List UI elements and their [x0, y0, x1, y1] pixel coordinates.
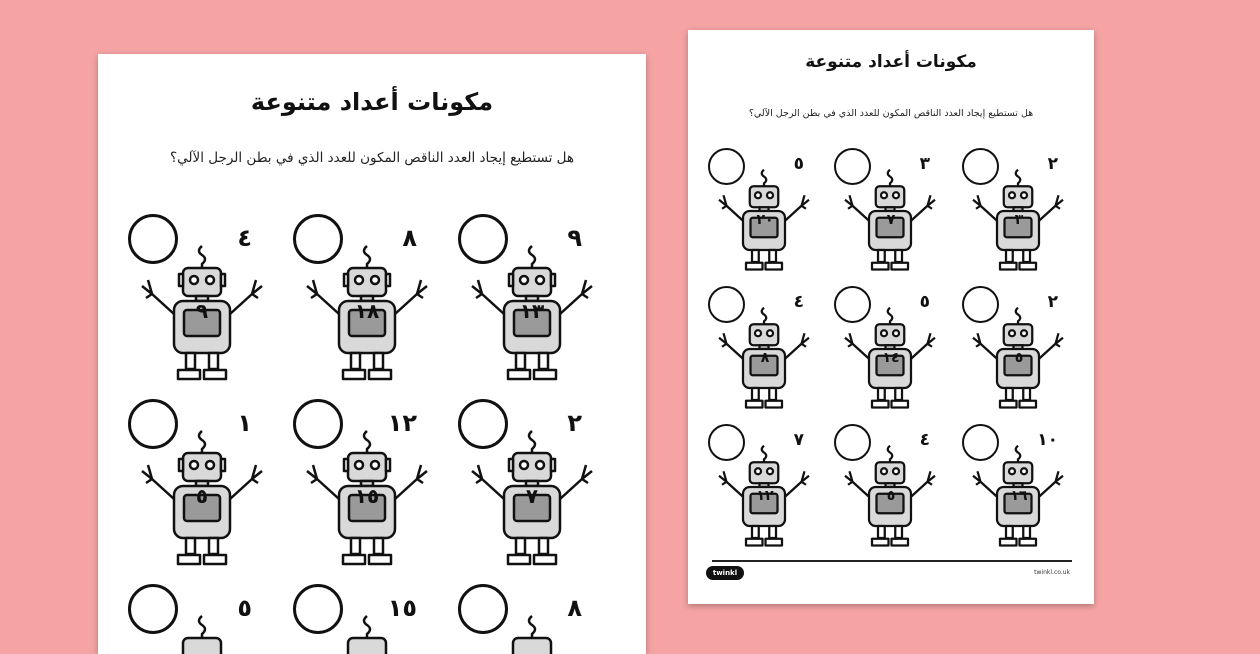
given-number: ١٥ [387, 594, 417, 622]
given-number: ٥ [237, 594, 252, 622]
total-number: ٧ [525, 484, 539, 508]
given-number: ١٠ [1037, 430, 1058, 450]
robot-icon [468, 606, 596, 654]
robot-card [448, 584, 608, 654]
robot-card [956, 286, 1076, 421]
given-number: ٩ [567, 224, 582, 252]
robot-card [828, 286, 948, 421]
worksheet-question: هل تستطيع إيجاد العدد الناقص المكون للعدد الذي في بطن الرجل الآلي؟ [169, 150, 575, 166]
given-number: ١٢ [387, 409, 417, 437]
given-number: ٧ [793, 430, 804, 450]
robot-icon [138, 606, 266, 654]
given-number: ٢ [1047, 292, 1058, 312]
robot-card [283, 399, 443, 579]
worksheet-title: مكونات أعداد متنوعة [805, 52, 977, 72]
given-number: ٥ [919, 292, 930, 312]
total-number: ٢٠ [756, 212, 774, 228]
robot-card [118, 214, 278, 394]
footer-site-url: twinkl.co.uk [1034, 569, 1070, 576]
total-number: ١٥ [354, 484, 380, 508]
robot-card [118, 584, 278, 654]
robot-card [283, 214, 443, 394]
robot-card [702, 148, 822, 283]
total-number: ١٨ [354, 299, 380, 323]
given-number: ٨ [567, 594, 582, 622]
given-number: ٤ [237, 224, 252, 252]
robot-card [702, 286, 822, 421]
given-number: ٣ [919, 154, 930, 174]
total-number: ٥ [195, 484, 209, 508]
twinkl-logo: twinkl [706, 566, 744, 580]
robot-card [448, 399, 608, 579]
robot-card [283, 584, 443, 654]
given-number: ٥ [793, 154, 804, 174]
total-number: ٥ [886, 488, 896, 504]
given-number: ١ [237, 409, 252, 437]
total-number: ٥ [1014, 350, 1024, 366]
total-number: ١٢ [756, 488, 774, 504]
robot-card [956, 148, 1076, 283]
total-number: ٨ [760, 350, 770, 366]
robot-icon [303, 606, 431, 654]
robot-card [702, 424, 822, 559]
total-number: ١٣ [519, 299, 545, 323]
worksheet-front [98, 54, 646, 654]
given-number: ٢ [567, 409, 582, 437]
worksheet-question: هل تستطيع إيجاد العدد الناقص المكون للعدد الذي في بطن الرجل الآلي؟ [748, 108, 1034, 119]
total-number: ١٤ [882, 350, 900, 366]
worksheet-back [688, 30, 1094, 604]
given-number: ٤ [919, 430, 930, 450]
robot-card [118, 399, 278, 579]
given-number: ٨ [402, 224, 417, 252]
footer-divider [712, 560, 1072, 562]
robot-card [828, 148, 948, 283]
given-number: ٢ [1047, 154, 1058, 174]
given-number: ٤ [793, 292, 804, 312]
total-number: ١٦ [1010, 488, 1028, 504]
robot-card [448, 214, 608, 394]
total-number: ٧ [886, 212, 896, 228]
robot-card [828, 424, 948, 559]
worksheet-title: مكونات أعداد متنوعة [250, 88, 494, 116]
total-number: ٩ [195, 299, 209, 323]
total-number: ٣ [1014, 212, 1024, 228]
robot-card [956, 424, 1076, 559]
